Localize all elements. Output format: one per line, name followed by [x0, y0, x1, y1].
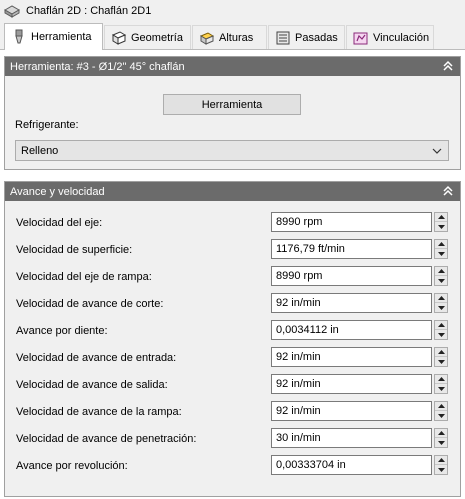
ramp-feedrate-input[interactable]: 92 in/min [271, 401, 432, 421]
row-surface-speed [15, 239, 455, 260]
feed-per-tooth-label: Avance por diente: [16, 325, 108, 337]
ramp-spindle-speed-input[interactable]: 8990 rpm [271, 266, 432, 286]
row-feed-per-tooth [15, 320, 455, 341]
row-plunge-feedrate [15, 428, 455, 449]
spin-up-icon[interactable] [435, 213, 447, 222]
passes-icon [275, 30, 291, 46]
plunge-feedrate-spinner[interactable] [434, 428, 448, 448]
lead-in-feedrate-input[interactable]: 92 in/min [271, 347, 432, 367]
row-spindle-speed [15, 212, 455, 233]
tab-vinculacion[interactable] [346, 25, 434, 50]
spin-up-icon[interactable] [435, 240, 447, 249]
lead-out-feedrate-spinner[interactable] [434, 374, 448, 394]
ramp-feedrate-label: Velocidad de avance de la rampa: [16, 406, 182, 418]
chevron-down-icon [432, 146, 442, 156]
spin-down-icon[interactable] [435, 357, 447, 366]
cutting-feedrate-input[interactable]: 92 in/min [271, 293, 432, 313]
heights-icon [199, 30, 215, 46]
spin-up-icon[interactable] [435, 402, 447, 411]
coolant-value: Relleno [21, 144, 59, 157]
spin-down-icon[interactable] [435, 438, 447, 447]
surface-speed-label: Velocidad de superficie: [16, 244, 133, 256]
spin-down-icon[interactable] [435, 465, 447, 474]
tool-panel-title: Herramienta: #3 - Ø1/2" 45° chaflán [10, 60, 185, 73]
tab-content-herramienta [0, 50, 465, 499]
feed-per-tooth-input[interactable]: 0,0034112 in [271, 320, 432, 340]
linking-icon [353, 30, 369, 46]
tool-panel [4, 56, 461, 170]
feed-per-revolution-spinner[interactable] [434, 455, 448, 475]
lead-in-feedrate-spinner[interactable] [434, 347, 448, 367]
tab-label: Alturas [219, 32, 254, 44]
row-ramp-feedrate [15, 401, 455, 422]
spin-up-icon[interactable] [435, 456, 447, 465]
tab-label: Geometría [131, 32, 183, 44]
row-lead-in-feedrate [15, 347, 455, 368]
plunge-feedrate-input[interactable]: 30 in/min [271, 428, 432, 448]
row-ramp-spindle-speed [15, 266, 455, 287]
spin-up-icon[interactable] [435, 429, 447, 438]
spin-down-icon[interactable] [435, 303, 447, 312]
tab-geometria[interactable] [104, 25, 191, 50]
surface-speed-input[interactable]: 1176,79 ft/min [271, 239, 432, 259]
geometry-cube-icon [111, 30, 127, 46]
spindle-speed-label: Velocidad del eje: [16, 217, 103, 229]
feed-per-revolution-input[interactable]: 0,00333704 in [271, 455, 432, 475]
ramp-feedrate-spinner[interactable] [434, 401, 448, 421]
lead-out-feedrate-input[interactable]: 92 in/min [271, 374, 432, 394]
spin-down-icon[interactable] [435, 222, 447, 231]
surface-speed-spinner[interactable] [434, 239, 448, 259]
spindle-speed-spinner[interactable] [434, 212, 448, 232]
row-cutting-feedrate [15, 293, 455, 314]
collapse-up-icon[interactable] [442, 185, 454, 197]
tab-bar [0, 23, 465, 50]
tab-label: Vinculación [373, 32, 430, 44]
row-feed-per-revolution [15, 455, 455, 476]
ramp-spindle-speed-spinner[interactable] [434, 266, 448, 286]
spin-up-icon[interactable] [435, 348, 447, 357]
lead-in-feedrate-label: Velocidad de avance de entrada: [16, 352, 177, 364]
select-tool-button[interactable]: Herramienta [163, 94, 301, 115]
spindle-speed-input[interactable]: 8990 rpm [271, 212, 432, 232]
tool-icon [11, 29, 27, 45]
spin-up-icon[interactable] [435, 267, 447, 276]
feed-speed-panel-header[interactable] [5, 182, 460, 201]
tool-panel-header[interactable] [5, 57, 460, 76]
coolant-label: Refrigerante: [15, 119, 79, 131]
feed-speed-panel [4, 181, 461, 497]
tab-herramienta[interactable] [4, 23, 103, 50]
spin-down-icon[interactable] [435, 249, 447, 258]
spin-down-icon[interactable] [435, 330, 447, 339]
feed-per-tooth-spinner[interactable] [434, 320, 448, 340]
collapse-up-icon[interactable] [442, 60, 454, 72]
window-title: Chaflán 2D : Chaflán 2D1 [26, 5, 152, 17]
tab-alturas[interactable] [192, 25, 267, 50]
tab-label: Pasadas [295, 32, 338, 44]
row-lead-out-feedrate [15, 374, 455, 395]
coolant-select[interactable] [15, 140, 449, 161]
window-titlebar [0, 0, 465, 22]
feed-speed-panel-title: Avance y velocidad [10, 185, 105, 198]
ramp-spindle-speed-label: Velocidad del eje de rampa: [16, 271, 152, 283]
lead-out-feedrate-label: Velocidad de avance de salida: [16, 379, 168, 391]
spin-down-icon[interactable] [435, 276, 447, 285]
cutting-feedrate-label: Velocidad de avance de corte: [16, 298, 164, 310]
spin-up-icon[interactable] [435, 375, 447, 384]
spin-up-icon[interactable] [435, 321, 447, 330]
chamfer-2d-icon [4, 4, 20, 18]
tab-label: Herramienta [31, 31, 92, 43]
feed-per-revolution-label: Avance por revolución: [16, 460, 128, 472]
plunge-feedrate-label: Velocidad de avance de penetración: [16, 433, 197, 445]
tab-pasadas[interactable] [268, 25, 345, 50]
spin-up-icon[interactable] [435, 294, 447, 303]
spin-down-icon[interactable] [435, 411, 447, 420]
cutting-feedrate-spinner[interactable] [434, 293, 448, 313]
spin-down-icon[interactable] [435, 384, 447, 393]
